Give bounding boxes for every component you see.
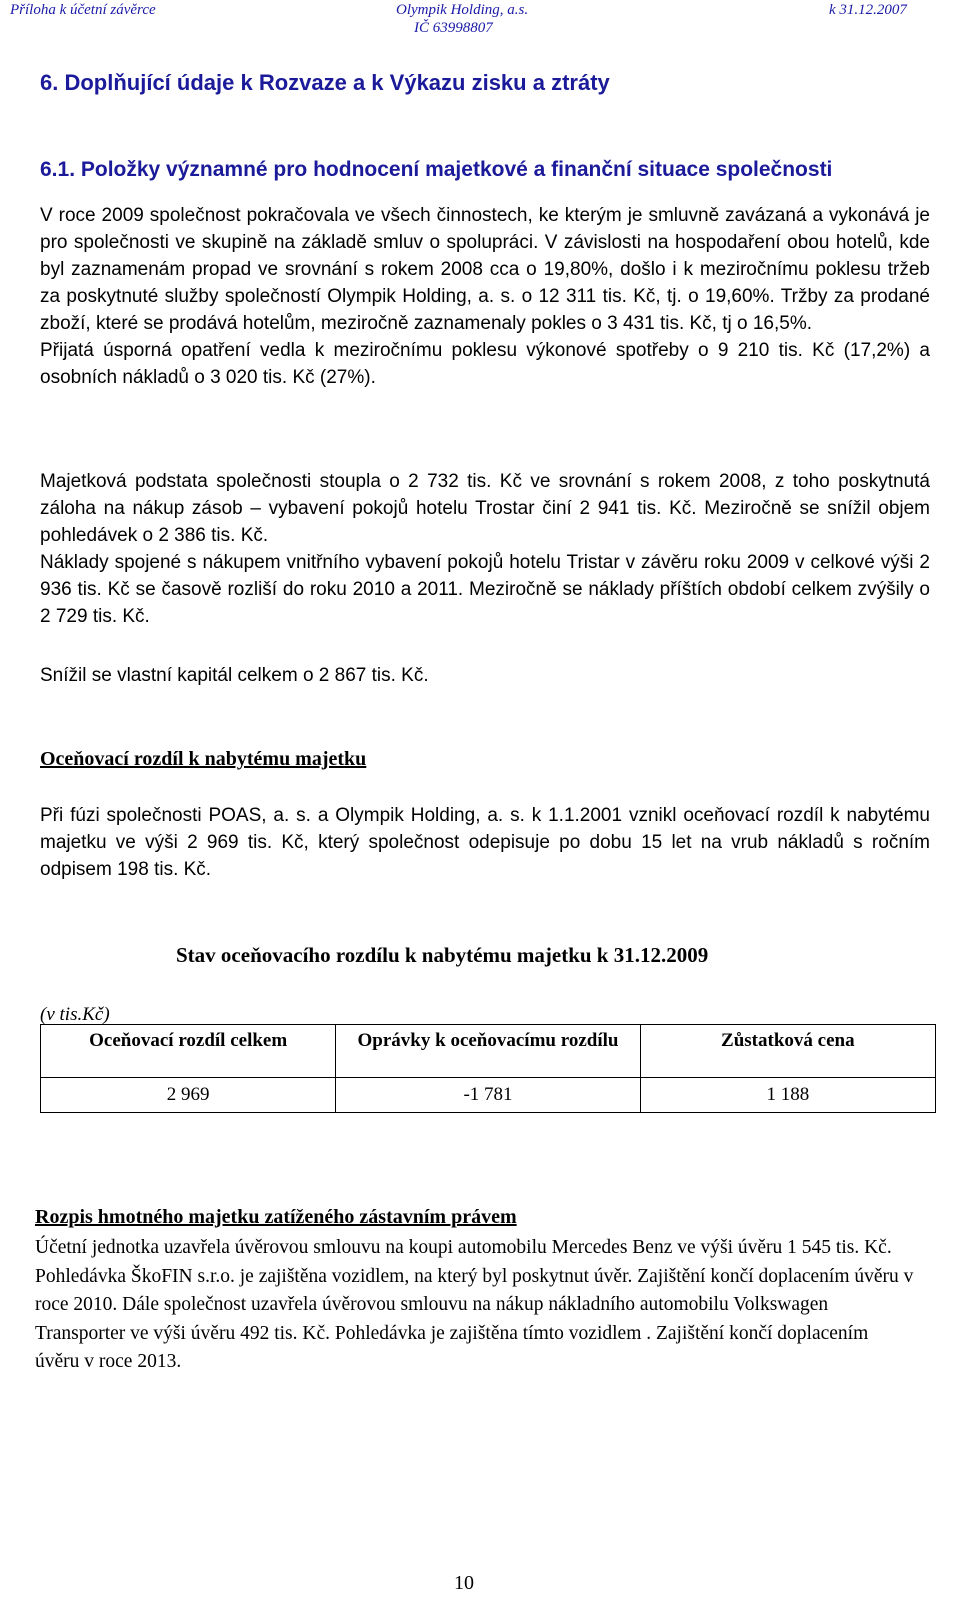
valuation-text: Při fúzi společnosti POAS, a. s. a Olympik Holding, a. s. k 1.1.2001 vznikl oceňovací rozdíl k nabytému majetku ve výši 2 969 tis. Kč, který společnost odepisuje po dobu 15 let na vrub nákladů s ročním odpisem 198 tis. Kč. <box>40 805 930 880</box>
paragraph-assets <box>40 468 930 630</box>
pledge-text: Účetní jednotka uzavřela úvěrovou smlouvu na koupi automobilu Mercedes Benz ve výši úvěru 1 545 tis. Kč. Pohledávka ŠkoFIN s.r.o. je zajištěna vozidlem, na který byl poskytnut úvěr. Zajištění končí doplacením úvěru v roce 2010. Dále společnost uzavřela úvěrovou smlouvu na nákup nákladního automobilu Volkswagen Transporter ve výši úvěru 492 tis. Kč. Pohledávka je zajištěna tímto vozidlem . Zajištění končí doplacením úvěru v roce 2013. <box>35 1237 914 1372</box>
table-cell-total: 2 969 <box>41 1078 336 1113</box>
section-heading: 6. Doplňující údaje k Rozvaze a k Výkazu zisku a ztráty <box>40 70 610 95</box>
page-header <box>0 2 960 42</box>
paragraph-equity: Snížil se vlastní kapitál celkem o 2 867 tis. Kč. <box>40 665 429 686</box>
table-header-row <box>41 1025 936 1078</box>
header-date: k 31.12.2007 <box>829 2 907 18</box>
valuation-title: Oceňovací rozdíl k nabytému majetku <box>40 748 367 770</box>
table-unit: (v tis.Kč) <box>40 1004 110 1025</box>
table-header-residual: Zůstatková cena <box>640 1025 935 1078</box>
paragraph-assets-a: Majetková podstata společnosti stoupla o 2 732 tis. Kč ve srovnání s rokem 2008, z toho poskytnutá záloha na nákup zásob – vybavení pokojů hotelu Trostar činí 2 941 tis. Kč. Meziročně se snížil objem pohledávek o 2 386 tis. Kč. <box>40 471 930 546</box>
table-title: Stav oceňovacího rozdílu k nabytému majetku k 31.12.2009 <box>176 943 709 967</box>
paragraph-activities-a: V roce 2009 společnost pokračovala ve všech činnostech, ke kterým je smluvně zavázaná a vykonává je pro společnosti ve skupině na základě smluv o spolupráci. <box>40 205 930 253</box>
paragraph-activities-b: V závislosti na hospodaření obou hotelů, kde byl zaznamenám propad ve srovnání s rokem 2008 cca o 19,80%, došlo i k meziročnímu poklesu tržeb za poskytnuté služby společností Olympik Holding, a. s. o 12 311 tis. Kč, tj. o 19,60%. Tržby za prodané zboží, které se prodává hotelům, meziročně zaznamenaly pokles o 3 431 tis. Kč, tj o 16,5%. <box>40 232 930 334</box>
table-cell-residual: 1 188 <box>640 1078 935 1113</box>
paragraph-activities <box>40 202 930 391</box>
pledge-title: Rozpis hmotného majetku zatíženého zástavním právem <box>35 1206 517 1228</box>
table-cell-depreciation: -1 781 <box>336 1078 640 1113</box>
table-header-total: Oceňovací rozdíl celkem <box>41 1025 336 1078</box>
header-company: Olympik Holding, a.s. <box>396 2 529 18</box>
subsection-heading: 6.1. Položky významné pro hodnocení majetkové a finanční situace společnosti <box>40 158 833 181</box>
paragraph-assets-b: Náklady spojené s nákupem vnitřního vybavení pokojů hotelu Tristar v závěru roku 2009 v celkové výši 2 936 tis. Kč se časově rozliší do roku 2010 a 2011. Meziročně se náklady příštích období celkem zvýšily o 2 729 tis. Kč. <box>40 552 930 627</box>
table-header-depreciation: Oprávky k oceňovacímu rozdílu <box>336 1025 640 1078</box>
valuation-table <box>40 1024 936 1113</box>
header-ic: IČ 63998807 <box>414 20 493 36</box>
page-number: 10 <box>454 1572 474 1594</box>
header-left: Příloha k účetní závěrce <box>10 2 156 18</box>
table-row <box>41 1078 936 1113</box>
paragraph-activities-c: Přijatá úsporná opatření vedla k meziročnímu poklesu výkonové spotřeby o 9 210 tis. Kč (17,2%) a osobních nákladů o 3 020 tis. Kč (27%). <box>40 340 930 388</box>
